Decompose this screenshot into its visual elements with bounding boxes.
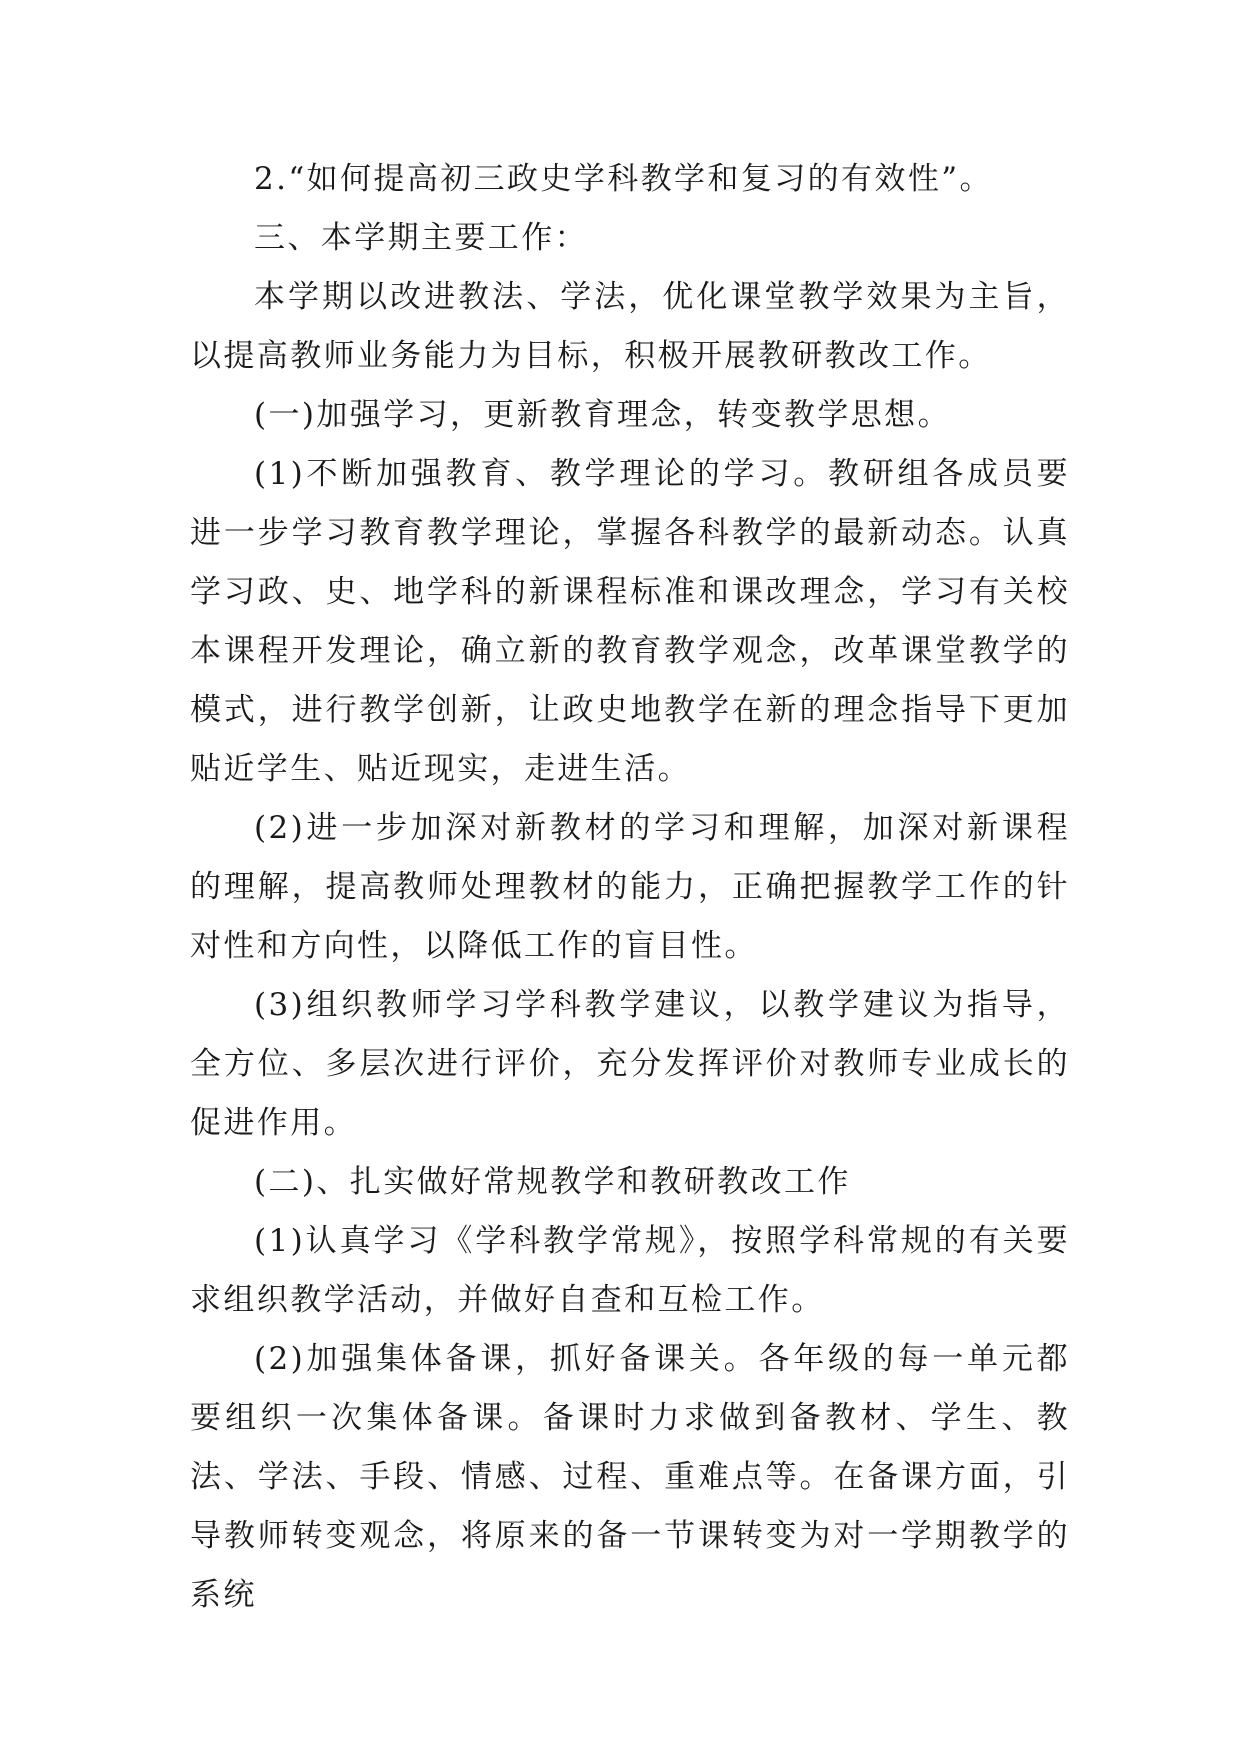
paragraph-intro: 本学期以改进教法、学法，优化课堂教学效果为主旨，以提高教师业务能力为目标，积极开展教研教改工作。 bbox=[190, 279, 1070, 374]
section-heading-3: 三、本学期主要工作： bbox=[254, 220, 588, 256]
document-body bbox=[190, 150, 1070, 1625]
subsection-heading-1: (一)加强学习，更新教育理念，转变教学思想。 bbox=[254, 397, 951, 433]
paragraph-1-3: (3)组织教师学习学科教学建议，以教学建议为指导，全方位、多层次进行评价，充分发挥评价对教师专业成长的促进作用。 bbox=[190, 987, 1070, 1141]
paragraph-2-1: (1)认真学习《学科教学常规》，按照学科常规的有关要求组织教学活动，并做好自查和互检工作。 bbox=[190, 1223, 1070, 1318]
paragraph-item-1: 2.“如何提高初三政史学科教学和复习的有效性”。 bbox=[254, 161, 993, 197]
paragraph-2-2: (2)加强集体备课，抓好备课关。各年级的每一单元都要组织一次集体备课。备课时力求做到备教材、学生、教法、学法、手段、情感、过程、重难点等。在备课方面，引导教师转变观念，将原来的备一节课转变为对一学期教学的系统 bbox=[190, 1341, 1070, 1613]
paragraph-1-1: (1)不断加强教育、教学理论的学习。教研组各成员要进一步学习教育教学理论，掌握各科教学的最新动态。认真学习政、史、地学科的新课程标准和课改理念，学习有关校本课程开发理论，确立新的教育教学观念，改革课堂教学的模式，进行教学创新，让政史地教学在新的理念指导下更加贴近学生、贴近现实，走进生活。 bbox=[190, 456, 1070, 787]
paragraph-1-2: (2)进一步加深对新教材的学习和理解，加深对新课程的理解，提高教师处理教材的能力，正确把握教学工作的针对性和方向性，以降低工作的盲目性。 bbox=[190, 810, 1070, 964]
subsection-heading-2: (二)、扎实做好常规教学和教研教改工作 bbox=[254, 1164, 851, 1200]
